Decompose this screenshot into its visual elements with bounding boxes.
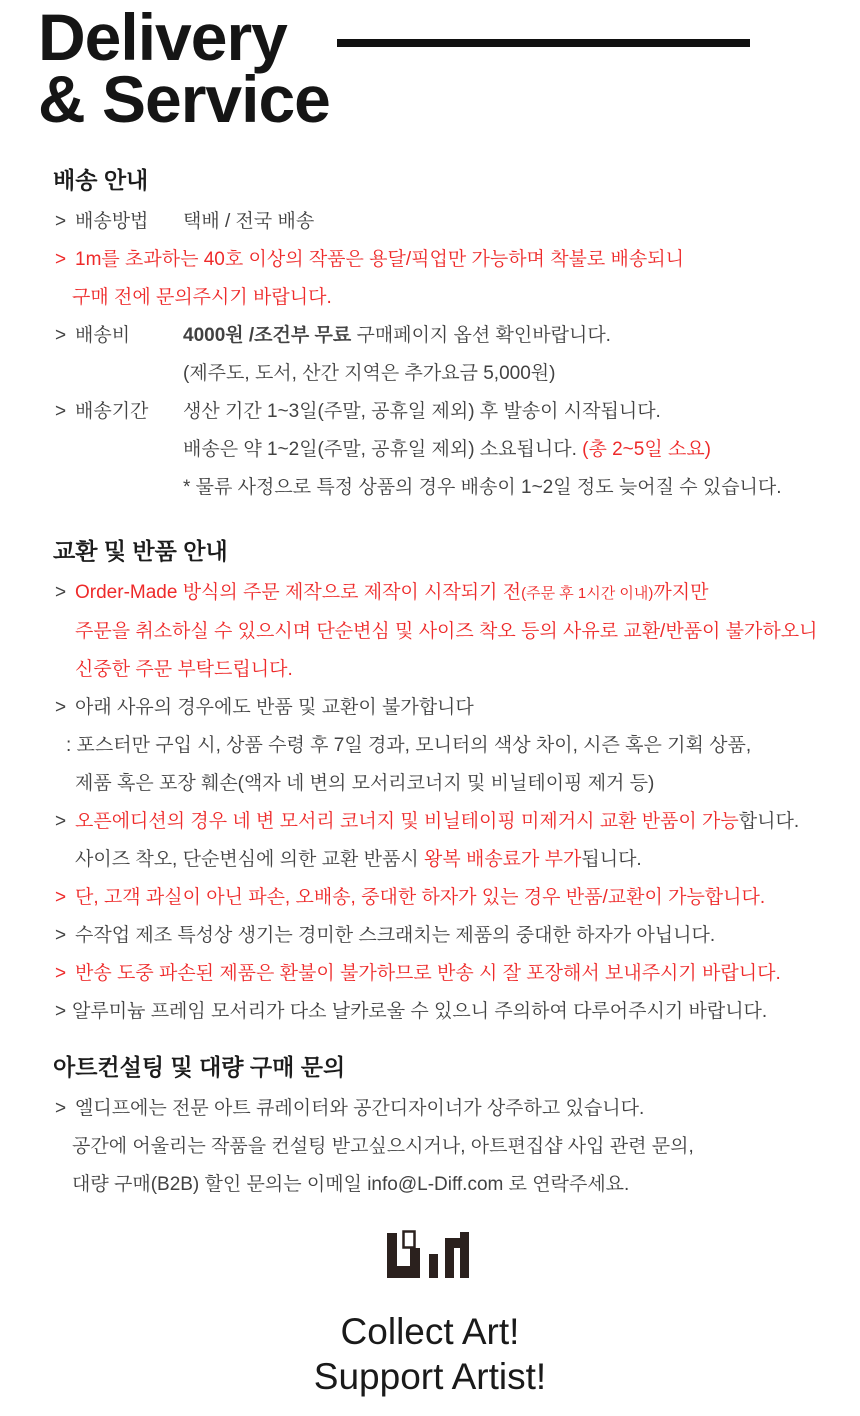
bullet: > — [55, 211, 67, 232]
section-returns — [53, 537, 830, 1031]
title-rule-line — [337, 39, 750, 47]
bullet: > — [55, 1098, 67, 1119]
bullet: > — [55, 697, 67, 718]
shipping-method-row — [53, 203, 830, 241]
bullet: > — [55, 401, 67, 422]
open-edition-line2: 사이즈 착오, 단순변심에 의한 교환 반품시 왕복 배송료가 부가됩니다. — [75, 849, 642, 870]
shipping-method-value: 택배 / 전국 배송 — [183, 211, 315, 232]
bullet: > — [55, 582, 67, 603]
no-return-line1: > 아래 사유의 경우에도 반품 및 교환이 불가합니다 — [53, 689, 830, 727]
slogan-line1: Collect Art! — [340, 1311, 520, 1352]
shipping-period-line2: 배송은 약 1~2일(주말, 공휴일 제외) 소요됩니다. (총 2~5일 소요) — [183, 439, 711, 460]
slogan-line2: Support Artist! — [313, 1356, 547, 1397]
shipping-period-line1: 생산 기간 1~3일(주말, 공휴일 제외) 후 발송이 시작됩니다. — [183, 401, 661, 422]
shipping-fee-label: 배송비 — [75, 325, 131, 346]
return-damage-line: > 반송 도중 파손된 제품은 환불이 불가하므로 반송 시 잘 포장해서 보내주시기 바랍니다. — [53, 955, 830, 993]
page-title — [0, 0, 860, 136]
shipping-heading: 배송 안내 — [53, 167, 149, 193]
section-consulting — [53, 1053, 830, 1204]
returns-heading: 교환 및 반품 안내 — [53, 538, 228, 564]
shipping-period-line3: * 물류 사정으로 특정 상품의 경우 배송이 1~2일 정도 늦어질 수 있습니다. — [183, 477, 782, 498]
shipping-period-label: 배송기간 — [75, 401, 149, 422]
bullet: > — [55, 963, 67, 984]
no-return-line3: 제품 혹은 포장 훼손(액자 네 변의 모서리코너지 및 비닐테이핑 제거 등) — [75, 773, 655, 794]
slogan — [0, 1309, 860, 1399]
bullet: > — [55, 925, 67, 946]
bullet: > — [55, 887, 67, 908]
shipping-fee-value: 4000원 /조건부 무료 구매페이지 옵션 확인바랍니다. — [183, 325, 611, 346]
bullet: > — [55, 811, 67, 832]
consulting-line1: > 엘디프에는 전문 아트 큐레이터와 공간디자이너가 상주하고 있습니다. — [53, 1090, 830, 1128]
consulting-heading: 아트컨설팅 및 대량 구매 문의 — [53, 1054, 346, 1080]
bullet: > — [55, 325, 67, 346]
oversize-notice-line2: 구매 전에 문의주시기 바랍니다. — [72, 287, 332, 308]
no-return-line2: : 포스터만 구입 시, 상품 수령 후 7일 경과, 모니터의 색상 차이, 시즌 혹은 기획 상품, — [66, 735, 752, 756]
bullet: > — [55, 249, 67, 270]
l-diff-logo-icon — [382, 1228, 478, 1282]
page-title-line1: Delivery — [38, 0, 287, 74]
open-edition-line1: > 오픈에디션의 경우 네 변 모서리 코너지 및 비닐테이핑 미제거시 교환 반품이 가능합니다. — [53, 803, 830, 841]
shipping-fee-row — [53, 317, 830, 355]
shipping-method-label: 배송방법 — [75, 211, 149, 232]
page-title-line2: & Service — [38, 62, 330, 136]
section-shipping — [53, 166, 830, 507]
shipping-fee-extra: (제주도, 도서, 산간 지역은 추가요금 5,000원) — [183, 363, 556, 384]
consulting-line3: 대량 구매(B2B) 할인 문의는 이메일 info@L-Diff.com 로 연락주세요. — [72, 1174, 630, 1195]
order-made-line1: > Order-Made 방식의 주문 제작으로 제작이 시작되기 전(주문 후 1시간 이내)까지만 — [53, 574, 830, 613]
customer-fault-line: > 단, 고객 과실이 아닌 파손, 오배송, 중대한 하자가 있는 경우 반품/교환이 가능합니다. — [53, 879, 830, 917]
oversize-notice-line1: > 1m를 초과하는 40호 이상의 작품은 용달/픽업만 가능하며 착불로 배송되니 — [53, 241, 830, 279]
handmade-scratch-line: > 수작업 제조 특성상 생기는 경미한 스크래치는 제품의 중대한 하자가 아닙니다. — [53, 917, 830, 955]
order-made-line2: 주문을 취소하실 수 있으시며 단순변심 및 사이즈 착오 등의 사유로 교환/반품이 불가하오니 — [75, 621, 818, 642]
footer — [0, 1228, 860, 1399]
aluminum-frame-line: > 알루미늄 프레임 모서리가 다소 날카로울 수 있으니 주의하여 다루어주시기 바랍니다. — [53, 993, 830, 1031]
shipping-period-row — [53, 393, 830, 431]
bullet: > — [55, 1001, 67, 1022]
consulting-line2: 공간에 어울리는 작품을 컨설팅 받고싶으시거나, 아트편집샵 사입 관련 문의, — [72, 1136, 694, 1157]
order-made-line3: 신중한 주문 부탁드립니다. — [75, 659, 293, 680]
